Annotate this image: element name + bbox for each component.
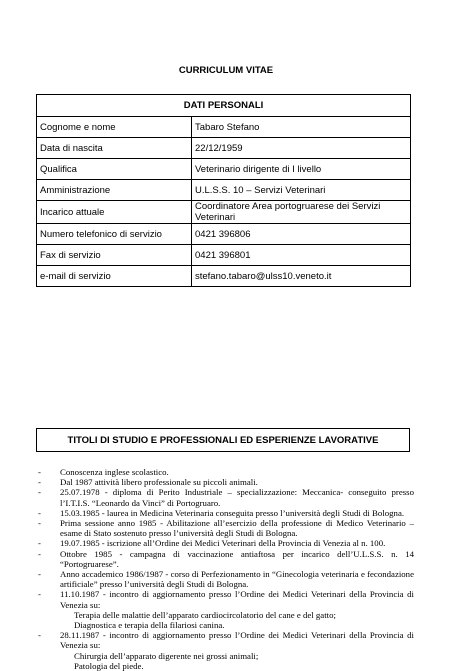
list-item: - 25.07.1978 - diploma di Perito Industriale – specializzazione: Meccanica- conseguito presso l’I.T.I.S. “Leonardo da Vinci” di Portogruaro. bbox=[38, 487, 414, 508]
row-label: Cognome e nome bbox=[37, 117, 192, 138]
row-label: Data di nascita bbox=[37, 138, 192, 159]
row-label: Fax di servizio bbox=[37, 245, 192, 266]
list-item: - Dal 1987 attività libero professionale su piccoli animali. bbox=[38, 477, 258, 488]
row-value: Coordinatore Area portogruarese dei Servizi Veterinari bbox=[192, 201, 411, 224]
titles-header: TITOLI DI STUDIO E PROFESSIONALI ED ESPERIENZE LAVORATIVE bbox=[37, 429, 410, 452]
row-value: 0421 396801 bbox=[192, 245, 411, 266]
row-label: Numero telefonico di servizio bbox=[37, 224, 192, 245]
sub-item: Patologia del piede. bbox=[74, 660, 144, 671]
personal-data-table bbox=[36, 94, 411, 287]
row-value: 0421 396806 bbox=[192, 224, 411, 245]
list-item: - Ottobre 1985 - campagna di vaccinazione antiaftosa per incarico dell’U.L.S.S. n. 14 “Portogruarese”. bbox=[38, 548, 414, 569]
list-item: - Conoscenza inglese scolastico. bbox=[38, 467, 169, 477]
list-item: - 19.07.1985 - iscrizione all’Ordine dei Medici Veterinari della Provincia di Venezia al n. 100. bbox=[38, 538, 386, 549]
row-label: Qualifica bbox=[37, 159, 192, 180]
sub-item: Diagnostica e terapia della filariosi canina. bbox=[74, 620, 225, 631]
list-item: - Prima sessione anno 1985 - Abilitazione all’esercizio della professione di Medico Veterinario – esame di Stato sostenuto presso l’università degli Studi di Bologna. bbox=[38, 518, 414, 539]
row-value: 22/12/1959 bbox=[192, 138, 411, 159]
list-item: - 28.11.1987 - incontro di aggiornamento presso l’Ordine dei Medici Veterinari della Provincia di Venezia su: Chirurgia dell’apparato digerente nei grossi animali; Patologia del piede. bbox=[38, 630, 414, 671]
row-value: Tabaro Stefano bbox=[192, 117, 411, 138]
experience-list bbox=[38, 467, 414, 671]
sub-item: Terapia delle malattie dell’apparato cardiocircolatorio del cane e del gatto; bbox=[74, 609, 336, 620]
row-label: Incarico attuale bbox=[37, 201, 192, 224]
document-title: CURRICULUM VITAE bbox=[178, 65, 274, 76]
titles-header-table bbox=[36, 428, 410, 452]
row-value: Veterinario dirigente di I livello bbox=[192, 159, 411, 180]
row-value: U.L.S.S. 10 – Servizi Veterinari bbox=[192, 180, 411, 201]
sub-item: Chirurgia dell’apparato digerente nei grossi animali; bbox=[74, 650, 259, 661]
row-label: e-mail di servizio bbox=[37, 266, 192, 287]
list-item: - Anno accademico 1986/1987 - corso di Perfezionamento in “Ginecologia veterinaria e fecondazione artificiale” presso l’università degli Studi di Bologna. bbox=[38, 569, 414, 590]
email-value[interactable]: stefano.tabaro@ulss10.veneto.it bbox=[192, 266, 411, 287]
personal-data-header: DATI PERSONALI bbox=[37, 95, 411, 117]
list-item: - 11.10.1987 - incontro di aggiornamento presso l’Ordine dei Medici Veterinari della Provincia di Venezia su: Terapia delle malattie dell’apparato cardiocircolatorio del cane e del gatto; Diagnostica e terapia della filariosi canina. bbox=[38, 589, 414, 631]
list-item: - 15.03.1985 - laurea in Medicina Veterinaria conseguita presso l’università degli Studi di Bologna. bbox=[38, 507, 405, 518]
row-label: Amministrazione bbox=[37, 180, 192, 201]
